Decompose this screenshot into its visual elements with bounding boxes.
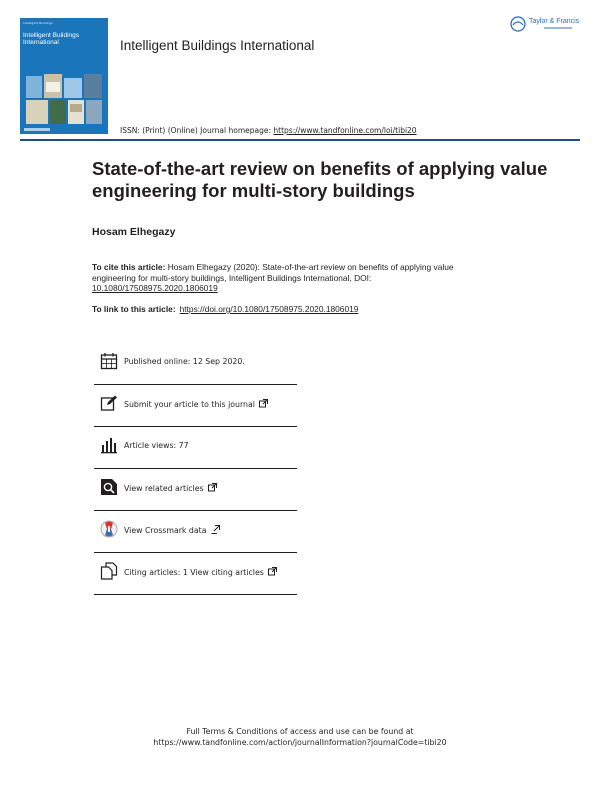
info-related[interactable] (94, 469, 297, 511)
info-published (94, 343, 297, 385)
external-link-icon (208, 483, 217, 492)
citing-articles-link[interactable]: Citing articles: 1 View citing articles (124, 568, 264, 577)
footer-terms-link[interactable]: https://www.tandfonline.com/action/journalInformation?journalCode=tibi20 (153, 738, 447, 747)
journal-cover (20, 18, 108, 134)
info-citing[interactable] (94, 553, 297, 595)
citation-text: Hosam Elhegazy (2020): State-of-the-art review on benefits of applying value engineering for multi-story buildings, Intelligent Buildings International, DOI: (92, 262, 454, 283)
journal-homepage-link[interactable]: https://www.tandfonline.com/loi/tibi20 (273, 126, 417, 135)
citation-doi-link[interactable]: 10.1080/17508975.2020.1806019 (92, 283, 218, 293)
external-link-icon (259, 399, 268, 408)
calendar-icon (100, 352, 118, 370)
footer-line-1: Full Terms & Conditions of access and use can be found at (186, 727, 414, 736)
info-views (94, 427, 297, 469)
article-doi-url-link[interactable]: https://doi.org/10.1080/17508975.2020.1806019 (179, 304, 359, 314)
article-info-list (94, 343, 297, 595)
publisher-name: Taylor & Francis (529, 18, 580, 25)
author-name: Hosam Elhegazy (92, 226, 176, 238)
citation-block (92, 262, 472, 294)
view-crossmark-link[interactable]: View Crossmark data (124, 526, 207, 535)
footer-terms (0, 726, 600, 748)
citation-label: To cite this article: (92, 262, 166, 272)
info-crossmark[interactable] (94, 511, 297, 553)
cover-header-text: Intelligent Buildings (23, 21, 53, 25)
journal-title: Intelligent Buildings International (120, 38, 315, 53)
external-link-icon (268, 567, 277, 576)
view-related-articles-link[interactable]: View related articles (124, 484, 204, 493)
edit-icon (100, 394, 118, 412)
external-link-icon (211, 525, 220, 534)
cover-title: Intelligent Buildings International (23, 32, 80, 46)
published-date-text: Published online: 12 Sep 2020. (124, 357, 245, 366)
link-label: To link to this article: (92, 304, 176, 314)
issn-prefix: ISSN: (Print) (Online) Journal homepage: (120, 126, 274, 135)
info-submit[interactable] (94, 385, 297, 427)
header-divider (20, 139, 580, 141)
submit-article-link[interactable]: Submit your article to this journal (124, 400, 255, 409)
issn-line (120, 126, 417, 135)
citing-articles-icon (100, 562, 118, 580)
cover-image-mosaic (24, 74, 104, 126)
article-views-text: Article views: 77 (124, 441, 189, 450)
publisher-logo (510, 16, 580, 38)
article-title: State-of-the-art review on benefits of applying value engineering for multi-story buildings (92, 158, 548, 201)
article-link-line (92, 304, 358, 314)
search-document-icon (100, 478, 118, 496)
crossmark-icon (100, 520, 118, 538)
bar-chart-icon (100, 436, 118, 454)
publisher-logo-icon (510, 16, 526, 32)
publisher-subline (544, 27, 572, 29)
cover-publisher-mark (24, 128, 50, 131)
